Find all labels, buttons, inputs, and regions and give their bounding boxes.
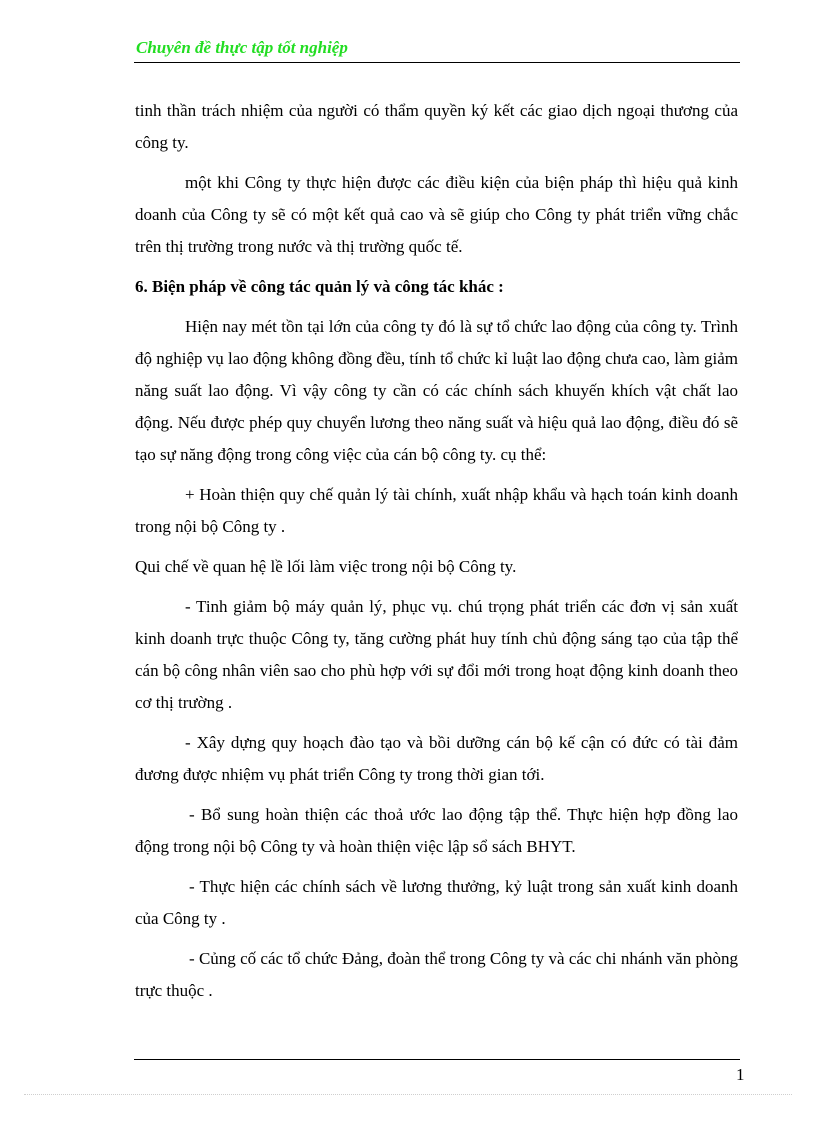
paragraph-continuation: tinh thần trách nhiệm của người có thẩm quyền ký kết các giao dịch ngoại thương của công ty. <box>135 101 738 152</box>
list-item: - Xây dựng quy hoạch đào tạo và bồi dưỡng cán bộ kế cận có đức có tài đảm đương được nhiệm vụ phát triển Công ty trong thời gian tới. <box>135 733 738 784</box>
section-heading: 6. Biện pháp về công tác quản lý và công tác khác : <box>135 277 504 296</box>
list-item: - Tinh giảm bộ máy quản lý, phục vụ. chú trọng phát triển các đơn vị sản xuất kinh doanh trực thuộc Công ty, tăng cường phát huy tính chủ động sáng tạo của tập thể cán bộ công nhân viên sao cho phù hợp với sự đổi mới trong hoạt động kinh doanh theo cơ thị trường . <box>135 597 738 712</box>
list-item: - Củng cố các tổ chức Đảng, đoàn thể trong Công ty và các chi nhánh văn phòng trực thuộc . <box>135 949 738 1000</box>
list-item: - Bổ sung hoàn thiện các thoả ước lao động tập thể. Thực hiện hợp đồng lao động trong nội bộ Công ty và hoàn thiện việc lập sổ sách BHYT. <box>135 805 738 856</box>
header-title: Chuyên đề thực tập tốt nghiệp <box>136 38 348 57</box>
paragraph-intro: Hiện nay mét tồn tại lớn của công ty đó là sự tổ chức lao động của công ty. Trình độ nghiệp vụ lao động không đồng đều, tính tổ chức kỉ luật lao động chưa cao, làm giảm năng suất lao động. Vì vậy công ty cần có các chính sách khuyến khích vật chất lao động. Nếu được phép quy chuyển lương theo năng suất và hiệu quả lao động, điều đó sẽ tạo sự năng động trong công việc của cán bộ công ty. cụ thể: <box>135 317 738 464</box>
page-border <box>24 1094 792 1095</box>
list-item: - Thực hiện các chính sách về lương thưởng, kỷ luật trong sản xuất kinh doanh của Công ty . <box>135 877 738 928</box>
paragraph-rule: Qui chế về quan hệ lề lối làm việc trong nội bộ Công ty. <box>135 557 517 576</box>
paragraph-conclusion: một khi Công ty thực hiện được các điều kiện của biện pháp thì hiệu quả kinh doanh của Công ty sẽ có một kết quả cao và sẽ giúp cho Công ty phát triển vững chắc trên thị trường trong nước và thị trường quốc tế. <box>135 173 738 256</box>
header-rule <box>134 62 740 63</box>
document-body <box>135 95 738 1007</box>
footer-rule <box>134 1059 740 1060</box>
list-item: + Hoàn thiện quy chế quản lý tài chính, xuất nhập khẩu và hạch toán kinh doanh trong nội bộ Công ty . <box>135 485 738 536</box>
page-number: 1 <box>736 1065 745 1084</box>
